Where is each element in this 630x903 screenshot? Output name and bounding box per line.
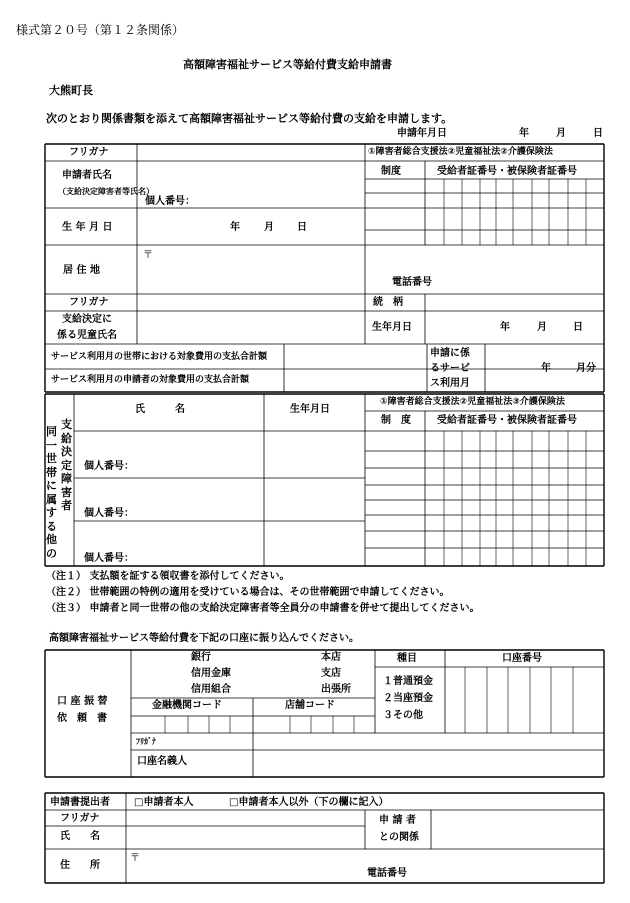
birth-label: 生 年 月 日	[62, 222, 113, 233]
service-month: 月分	[576, 363, 596, 374]
child-birth-day: 日	[573, 322, 583, 333]
service-month-label-1: 申請に係	[430, 348, 470, 359]
note-2: （注２） 世帯範囲の特例の適用を受けている場合は、その世帯範囲で申請してください。	[46, 587, 450, 598]
form-number: 様式第２０号（第１２条関係）	[16, 23, 185, 37]
account-kana-label: ﾌﾘｶﾞﾅ	[136, 737, 156, 746]
household-personal-no-1: 個人番号：	[84, 461, 134, 472]
account-type-2: ２当座預金	[383, 693, 433, 704]
addressee: 大熊町長	[49, 84, 93, 97]
submitter-relation-label-1: 申 請 者	[379, 815, 416, 826]
household-system-label: 制 度	[381, 415, 411, 426]
submitter-label: 申請書提出者	[50, 797, 110, 808]
applicant-name-sub: （支給決定障害者等氏名）	[58, 187, 154, 196]
household-personal-no-2: 個人番号：	[84, 508, 134, 519]
bank-intro: 高額障害福祉サービス等給付費を下記の口座に振り込んでください。	[49, 633, 359, 644]
bank-transfer-label-2: 依 頼 書	[57, 713, 107, 724]
submitter-phone-label: 電話番号	[367, 868, 407, 879]
relation-label: 続 柄	[373, 297, 403, 308]
child-birth-month: 月	[537, 322, 547, 333]
submitter-name-label: 氏 名	[60, 831, 100, 842]
system-label: 制度	[381, 166, 401, 177]
note-3: （注３） 申請者と同一世帯の他の支給決定障害者等全員分の申請書を併せて提出してください。	[46, 603, 480, 614]
submitter-relation-label-2: との関係	[379, 832, 419, 843]
service-month-label-3: ス利用月	[430, 378, 470, 389]
furigana-label: フリガナ	[69, 147, 109, 158]
household-side-label-1: 同一世帯に属する他の	[46, 425, 57, 560]
application-date-month: 月	[556, 128, 566, 139]
household-name-header: 氏 名	[135, 404, 185, 415]
household-total-label: サービス利用月の世帯における対象費用の支払合計額	[51, 352, 268, 362]
branch-code-label: 店舗コード	[285, 700, 335, 711]
submitter-option-other[interactable]: □申請者本人以外（下の欄に記入）	[229, 797, 389, 808]
birth-day: 日	[297, 222, 307, 233]
branch-type-head: 本店	[321, 652, 341, 663]
account-number-label: 口座番号	[502, 653, 542, 664]
submitter-option-self[interactable]: □申請者本人	[134, 797, 194, 808]
intro-text: 次のとおり関係書類を添えて高額障害福祉サービス等給付費の支給を申請します。	[46, 112, 453, 125]
page-title: 高額障害福祉サービス等給付費支給申請書	[183, 58, 392, 71]
application-date-year: 年	[519, 128, 529, 139]
service-month-label-2: るサービ	[430, 363, 470, 374]
bank-type-bank: 銀行	[191, 652, 211, 663]
branch-type-sub: 出張所	[321, 684, 351, 695]
child-label-2: 係る児童氏名	[57, 330, 117, 341]
bank-type-credit-union: 信用組合	[191, 684, 231, 695]
service-year: 年	[541, 363, 551, 374]
household-side-label-2: 支給決定障害者	[61, 418, 72, 512]
institution-code-label: 金融機関コード	[152, 700, 222, 711]
note-1: （注１） 支払額を証する領収書を添付してください。	[46, 571, 290, 582]
birth-year: 年	[230, 222, 240, 233]
bank-type-credit-bank: 信用金庫	[191, 668, 231, 679]
child-birth-label: 生年月日	[372, 322, 412, 333]
address-postal-mark: 〒	[143, 250, 153, 261]
account-type-3: ３その他	[383, 710, 423, 721]
birth-month: 月	[264, 222, 274, 233]
child-label-1: 支給決定に	[62, 314, 112, 325]
household-law-header: ①障害者総合支援法②児童福祉法③介護保険法	[380, 397, 565, 407]
household-birth-header: 生年月日	[290, 404, 330, 415]
applicant-total-label: サービス利用月の申請者の対象費用の支払合計額	[51, 375, 250, 385]
applicant-name-label: 申請者氏名	[62, 170, 112, 181]
account-holder-label: 口座名義人	[137, 756, 187, 767]
household-recipient-no-label: 受給者証番号・被保険者証番号	[437, 415, 577, 426]
child-birth-year: 年	[500, 322, 510, 333]
address-label: 居 住 地	[63, 265, 100, 276]
furigana-label-2: フリガナ	[69, 297, 109, 308]
address-phone-label: 電話番号	[392, 277, 432, 288]
submitter-furigana-label: フリガナ	[60, 813, 100, 824]
application-date-label: 申請年月日	[397, 128, 447, 139]
submitter-address-label: 住 所	[60, 860, 100, 871]
submitter-postal-mark: 〒	[130, 853, 140, 864]
branch-type-branch: 支店	[321, 668, 341, 679]
account-type-1: １普通預金	[383, 676, 433, 687]
recipient-no-label: 受給者証番号・被保険者証番号	[437, 166, 577, 177]
bank-transfer-label-1: 口 座 振 替	[57, 696, 108, 707]
household-personal-no-3: 個人番号：	[84, 553, 134, 564]
applicant-personal-no: 個人番号：	[145, 196, 195, 207]
law-header: ①障害者総合支援法②児童福祉法②介護保険法	[368, 147, 553, 157]
application-date-day: 日	[593, 128, 603, 139]
account-type-label: 種目	[397, 653, 417, 664]
